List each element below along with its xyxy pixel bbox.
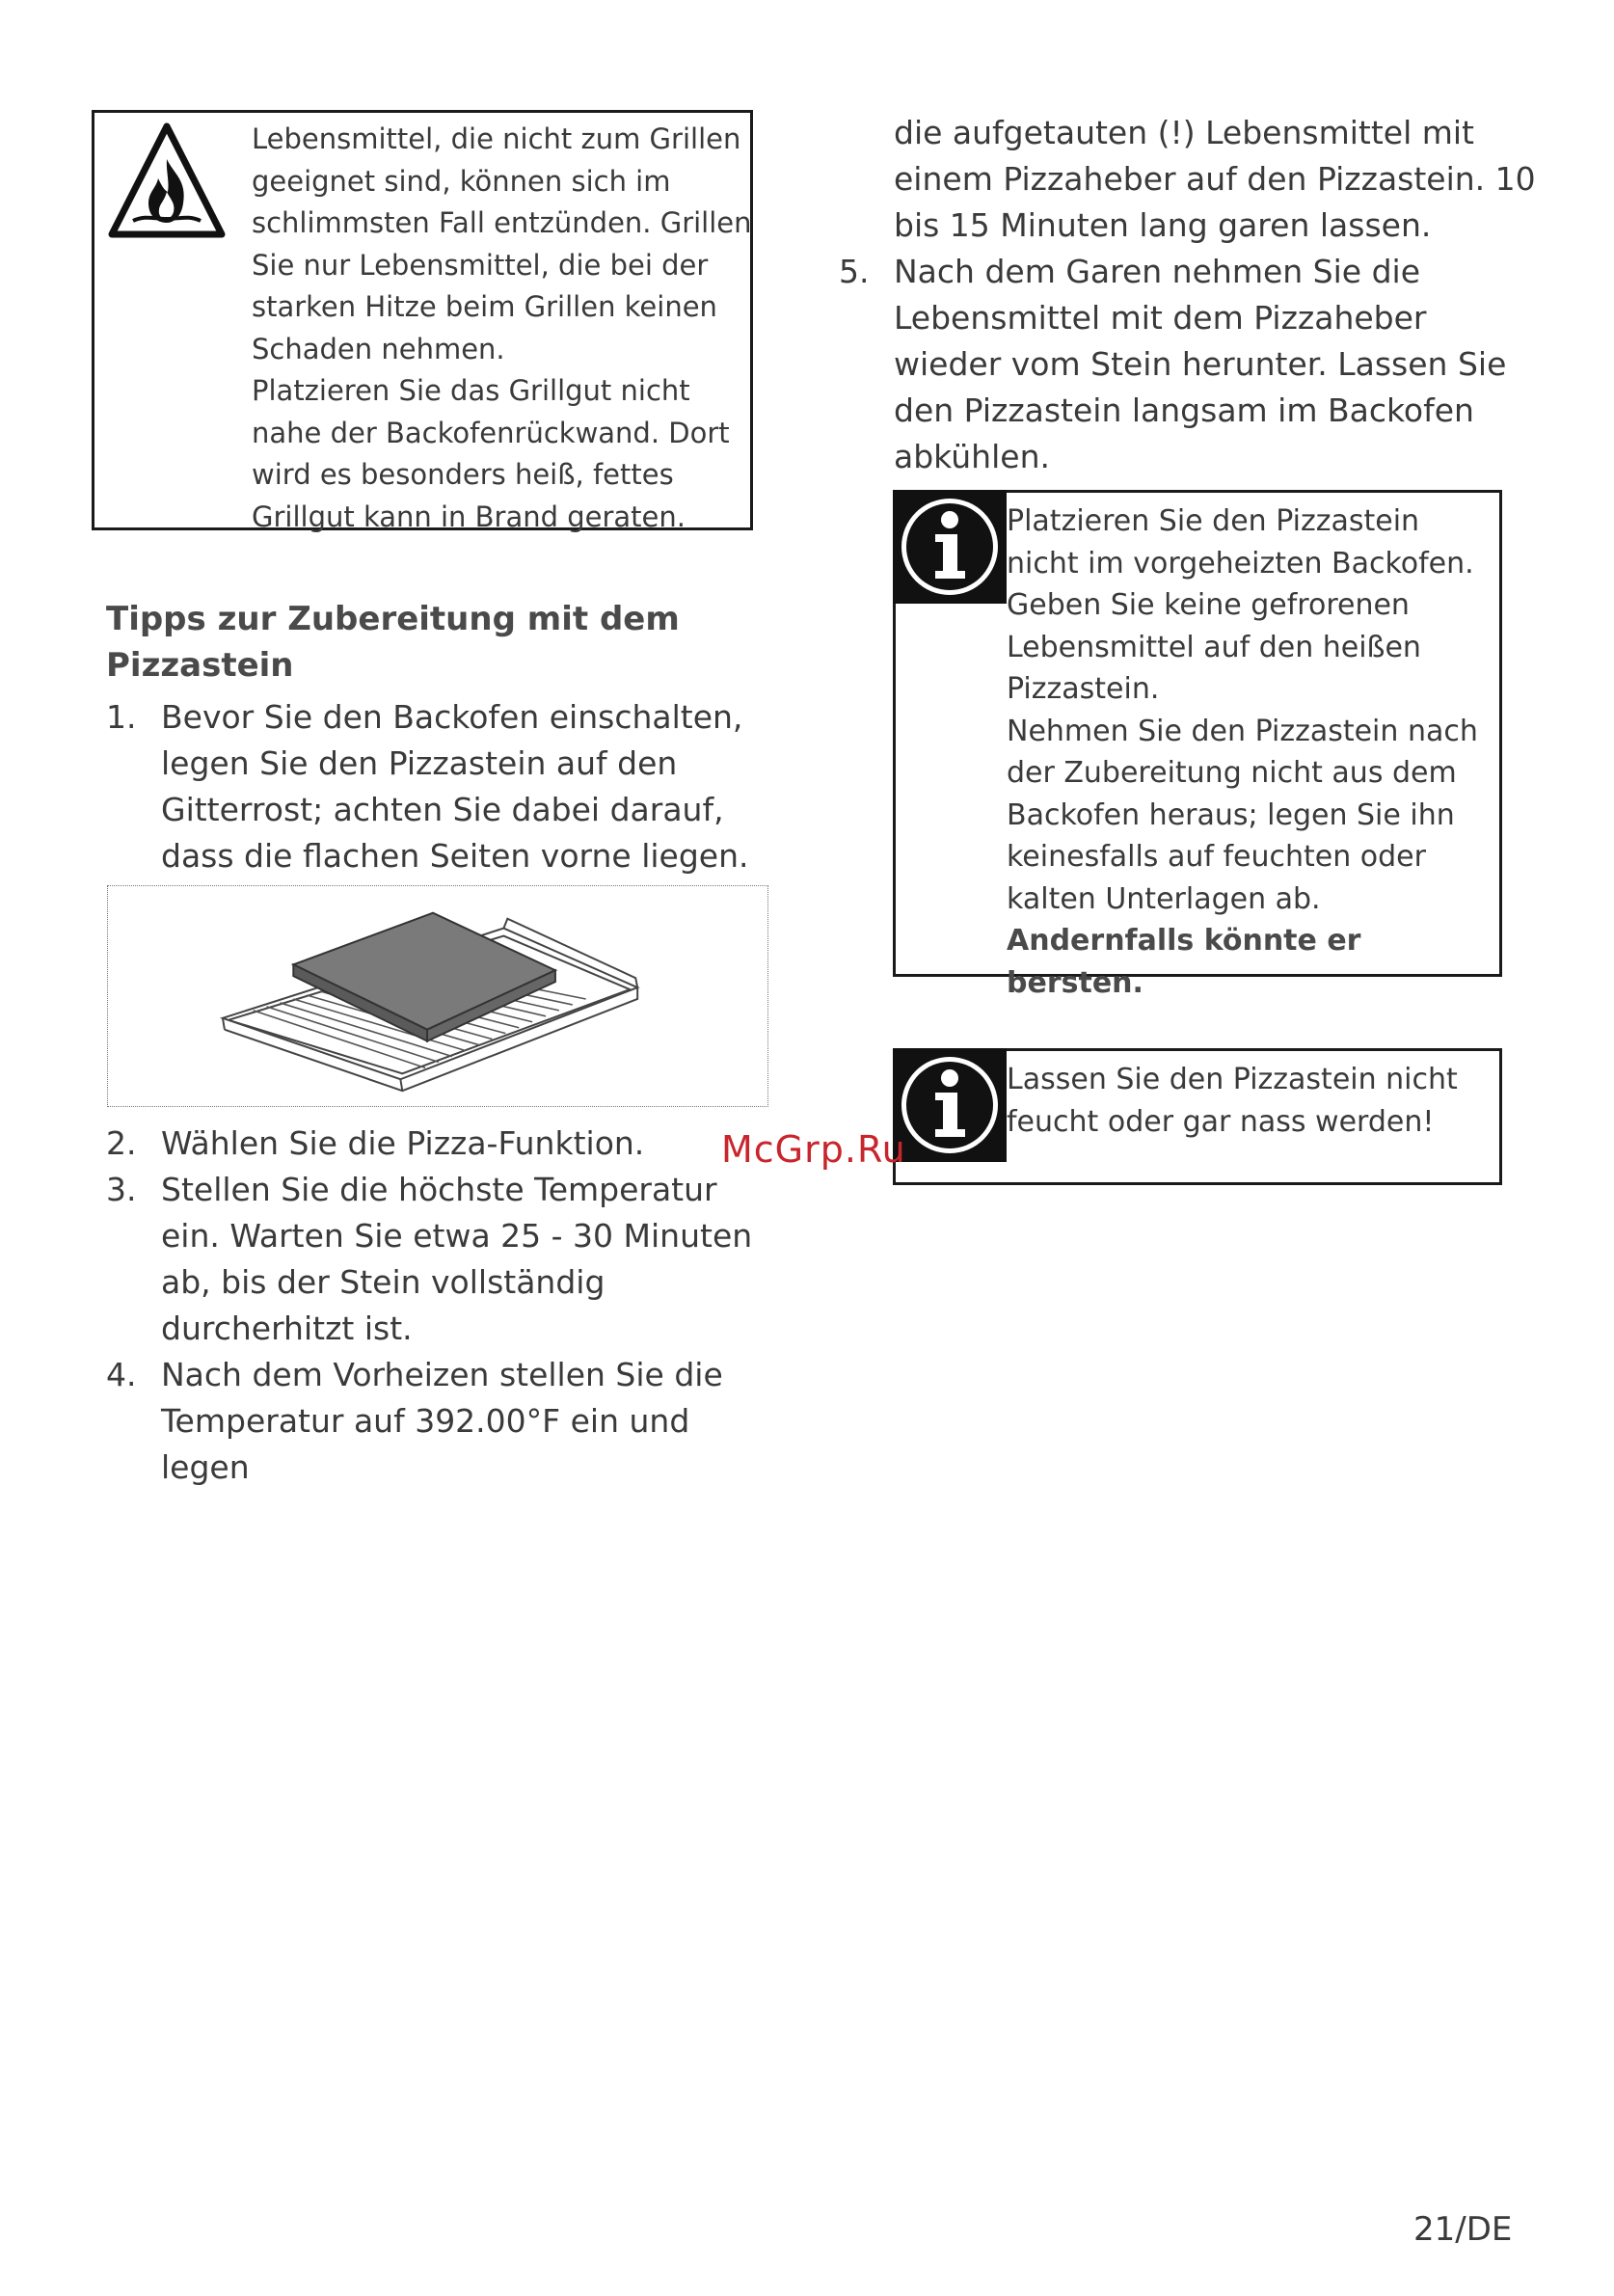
info-box-pizzastone-handling	[893, 490, 1502, 1000]
info-paragraph-3-text: Nehmen Sie den Pizzastein nach der Zubereitung nicht aus dem Backofen heraus; legen Sie ihn keinesfalls auf feuchten oder kalten Unterlagen ab.	[1007, 714, 1478, 916]
info-icon	[893, 1048, 1007, 1162]
step-text: Nach dem Vorheizen stellen Sie die Temperatur auf 392.00°F ein und legen	[161, 1356, 723, 1486]
info-paragraph-1: Platzieren Sie den Pizzastein nicht im vorgeheizten Backofen.	[1007, 504, 1474, 581]
list-item	[106, 1167, 781, 1352]
step-number: 5.	[839, 253, 870, 290]
fire-warning-box	[92, 110, 753, 533]
info-warning-emphasis: Andernfalls könnte er bersten.	[1007, 924, 1361, 1000]
step-text: Bevor Sie den Backofen einschalten, legen Sie den Pizzastein auf den Gitterrost; achten Sie dabei darauf, dass die flachen Seiten vorne liegen.	[161, 698, 749, 875]
steps-list-part-3	[839, 249, 1533, 480]
info-icon	[893, 490, 1007, 604]
info-box-keep-dry	[893, 1048, 1502, 1185]
list-item	[106, 1121, 781, 1167]
steps-list-part-2	[106, 1121, 781, 1491]
step-number: 3.	[106, 1171, 137, 1208]
watermark: McGrp.Ru	[721, 1128, 906, 1171]
info-text-1	[1007, 500, 1498, 1004]
step-text: Wählen Sie die Pizza-Funktion.	[161, 1124, 645, 1162]
step-number: 1.	[106, 698, 137, 736]
step-number: 2.	[106, 1124, 137, 1162]
step-text: Stellen Sie die höchste Temperatur ein. Warten Sie etwa 25 - 30 Minuten ab, bis der Stein vollständig durcherhitzt ist.	[161, 1171, 753, 1347]
info-paragraph-3	[1007, 711, 1498, 1005]
step-number: 4.	[106, 1356, 137, 1393]
warning-paragraph-2: Platzieren Sie das Grillgut nicht nahe der Backofenrückwand. Dort wird es besonders heiß, fettes Grillgut kann in Brand geraten.	[252, 374, 730, 533]
info-text-2: Lassen Sie den Pizzastein nicht feucht oder gar nass werden!	[1007, 1063, 1458, 1139]
list-item	[106, 1352, 781, 1491]
step-4-continuation: die aufgetauten (!) Lebensmittel mit einem Pizzaheber auf den Pizzastein. 10 bis 15 Minuten lang garen lassen.	[894, 114, 1536, 244]
steps-list-part-1	[106, 694, 781, 879]
page-number: 21/DE	[1413, 2210, 1513, 2249]
list-item	[106, 694, 781, 879]
list-item	[839, 249, 1533, 480]
warning-paragraph-1: Lebensmittel, die nicht zum Grillen geeignet sind, können sich im schlimmsten Fall entzünden. Grillen Sie nur Lebensmittel, die bei der starken Hitze beim Grillen keinen Schaden nehmen.	[252, 122, 752, 365]
pizza-stone-on-rack-illustration	[107, 885, 768, 1107]
section-heading: Tipps zur Zubereitung mit dem Pizzastein	[106, 600, 680, 685]
fire-warning-icon	[106, 121, 228, 242]
info-paragraph-2: Geben Sie keine gefrorenen Lebensmittel auf den heißen Pizzastein.	[1007, 588, 1421, 706]
step-text: Nach dem Garen nehmen Sie die Lebensmittel mit dem Pizzaheber wieder vom Stein herunter. Lassen Sie den Pizzastein langsam im Backofen abkühlen.	[894, 253, 1507, 475]
warning-text	[252, 119, 753, 538]
